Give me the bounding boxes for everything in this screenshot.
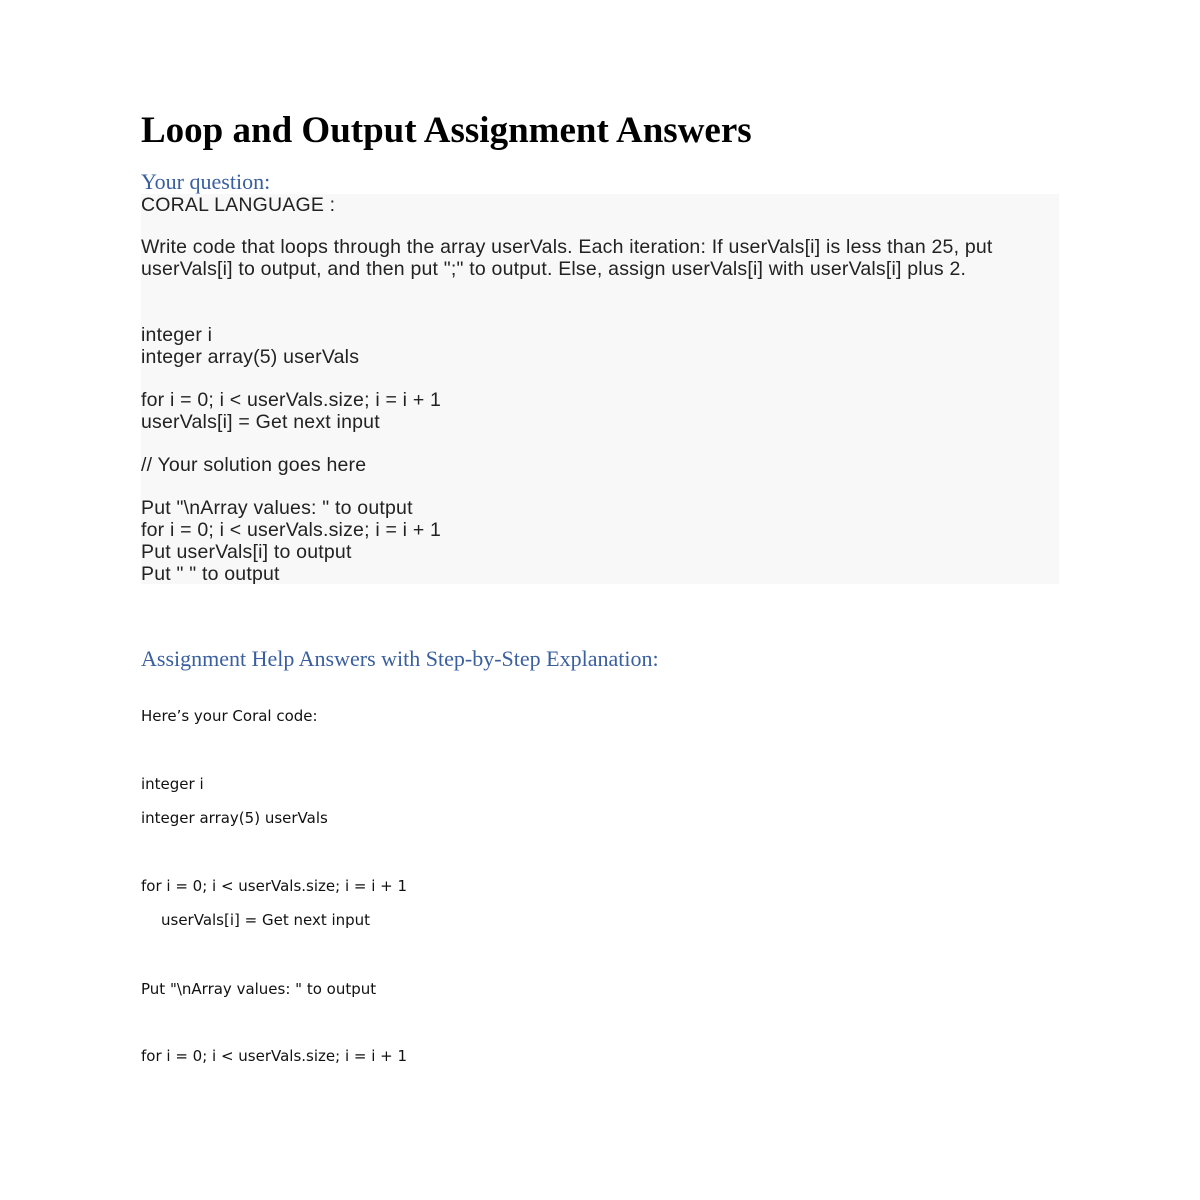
question-prompt: Write code that loops through the array userVals. Each iteration: If userVals[i] is less than 25, put userVals[i] to output, and then put ";" to output. Else, assign userVals[i] with userVals[i] plus 2. [141,236,993,280]
question-code-line: Put " " to output [141,563,280,585]
question-code-line: for i = 0; i < userVals.size; i = i + 1 [141,519,442,541]
question-code-line: integer array(5) userVals [141,346,360,368]
answer-code-line: for i = 0; i < userVals.size; i = i + 1 [141,877,408,895]
question-code-line: userVals[i] = Get next input [141,411,380,433]
question-block [141,194,1059,584]
question-code-line: for i = 0; i < userVals.size; i = i + 1 [141,389,442,411]
answer-code-line: integer array(5) userVals [141,809,328,827]
question-heading: Your question: [141,169,271,194]
answer-heading: Assignment Help Answers with Step-by-Step Explanation: [141,646,659,671]
answer-code-line: integer i [141,775,204,793]
question-code-line: Put userVals[i] to output [141,541,352,563]
page-title: Loop and Output Assignment Answers [141,110,752,151]
answer-code-line: Put "\nArray values: " to output [141,980,377,998]
question-code-comment: // Your solution goes here [141,454,367,476]
answer-code-line: for i = 0; i < userVals.size; i = i + 1 [141,1047,408,1065]
answer-code-line: userVals[i] = Get next input [161,911,371,929]
question-language-label: CORAL LANGUAGE : [141,194,336,216]
question-code-line: Put "\nArray values: " to output [141,497,413,519]
answer-intro: Here’s your Coral code: [141,707,318,725]
question-code-line: integer i [141,324,213,346]
